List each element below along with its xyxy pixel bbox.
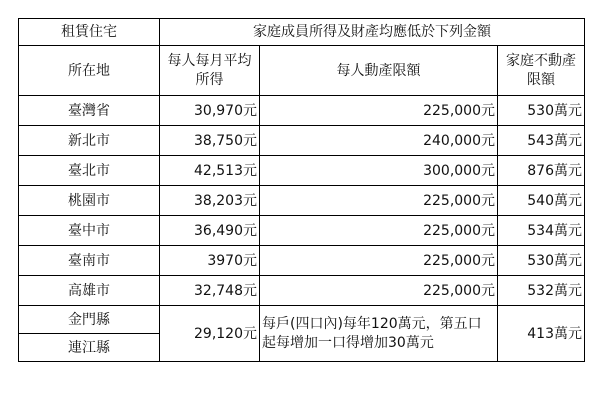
table-row bbox=[19, 216, 585, 246]
cell-real-estate: 534萬元 bbox=[498, 216, 585, 246]
cell-movable: 300,000元 bbox=[260, 156, 498, 186]
cell-real-estate: 532萬元 bbox=[498, 276, 585, 306]
table-row bbox=[19, 126, 585, 156]
cell-real-estate: 540萬元 bbox=[498, 186, 585, 216]
cell-location: 連江縣 bbox=[19, 334, 160, 362]
cell-income: 29,120元 bbox=[160, 306, 260, 362]
cell-income: 38,203元 bbox=[160, 186, 260, 216]
cell-location: 臺北市 bbox=[19, 156, 160, 186]
cell-movable: 225,000元 bbox=[260, 216, 498, 246]
cell-location: 臺灣省 bbox=[19, 96, 160, 126]
table-row bbox=[19, 156, 585, 186]
table-row bbox=[19, 96, 585, 126]
cell-income: 3970元 bbox=[160, 246, 260, 276]
cell-location: 桃園市 bbox=[19, 186, 160, 216]
cell-movable: 225,000元 bbox=[260, 276, 498, 306]
cell-location: 臺中市 bbox=[19, 216, 160, 246]
cell-real-estate: 530萬元 bbox=[498, 96, 585, 126]
cell-income: 36,490元 bbox=[160, 216, 260, 246]
cell-real-estate: 413萬元 bbox=[498, 306, 585, 362]
header-housing: 租賃住宅 bbox=[19, 19, 160, 46]
cell-location: 高雄市 bbox=[19, 276, 160, 306]
header-location: 所在地 bbox=[19, 46, 160, 96]
header-income: 每人每月平均所得 bbox=[160, 46, 260, 96]
cell-location: 新北市 bbox=[19, 126, 160, 156]
cell-real-estate: 876萬元 bbox=[498, 156, 585, 186]
header-movable: 每人動產限額 bbox=[260, 46, 498, 96]
cell-movable: 225,000元 bbox=[260, 246, 498, 276]
income-limits-table bbox=[18, 18, 585, 362]
table-row bbox=[19, 186, 585, 216]
cell-movable-note: 每戶(四口內)每年120萬元，第五口起每增加一口得增加30萬元 bbox=[260, 306, 498, 362]
cell-real-estate: 530萬元 bbox=[498, 246, 585, 276]
cell-income: 42,513元 bbox=[160, 156, 260, 186]
header-real-estate: 家庭不動產限額 bbox=[498, 46, 585, 96]
cell-income: 38,750元 bbox=[160, 126, 260, 156]
table-row bbox=[19, 276, 585, 306]
header-group: 家庭成員所得及財產均應低於下列金額 bbox=[160, 19, 585, 46]
cell-movable: 225,000元 bbox=[260, 96, 498, 126]
table-row bbox=[19, 246, 585, 276]
cell-real-estate: 543萬元 bbox=[498, 126, 585, 156]
cell-movable: 240,000元 bbox=[260, 126, 498, 156]
table-row bbox=[19, 306, 585, 334]
cell-income: 30,970元 bbox=[160, 96, 260, 126]
cell-movable: 225,000元 bbox=[260, 186, 498, 216]
cell-location: 臺南市 bbox=[19, 246, 160, 276]
cell-income: 32,748元 bbox=[160, 276, 260, 306]
cell-location: 金門縣 bbox=[19, 306, 160, 334]
